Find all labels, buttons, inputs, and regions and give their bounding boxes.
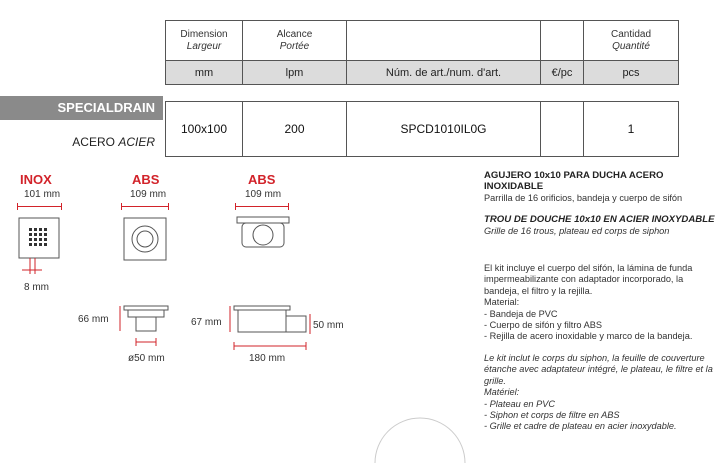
description bbox=[484, 170, 720, 433]
inox-grate-icon bbox=[19, 218, 59, 274]
cell-price bbox=[541, 102, 584, 157]
body-fr-item: - Plateau en PVC bbox=[484, 398, 555, 409]
label-abs-1: ABS bbox=[132, 172, 160, 187]
dim-inox-width: 101 mm bbox=[24, 189, 61, 200]
label-inox: INOX bbox=[20, 172, 52, 187]
unit-pcs: pcs bbox=[584, 61, 679, 85]
abs1-section-icon bbox=[120, 306, 168, 346]
dim-abs2-outlet: 50 mm bbox=[313, 320, 344, 331]
col-dimension bbox=[166, 21, 243, 61]
abs2-section-icon bbox=[230, 306, 310, 350]
header-table bbox=[165, 20, 679, 85]
col-dimension-label-fr: Largeur bbox=[186, 40, 222, 52]
dim-abs1-outlet: ø50 mm bbox=[128, 353, 165, 364]
cell-article: SPCD1010IL0G bbox=[347, 102, 541, 157]
material-fr: ACIER bbox=[118, 135, 155, 149]
body-fr-intro: Le kit inclut le corps du siphon, la feuille de couverture étanche avec adaptateur intégré, le plateau, le filtre et la grille. bbox=[484, 352, 713, 386]
dim-inox-bottom: 8 mm bbox=[24, 282, 49, 293]
body-es-item: - Cuerpo de sifón y filtro ABS bbox=[484, 320, 602, 331]
cell-alcance: 200 bbox=[243, 102, 347, 157]
col-cantidad-label: Cantidad bbox=[610, 28, 652, 40]
cell-dimension: 100x100 bbox=[166, 102, 243, 157]
body-es-intro: El kit incluye el cuerpo del sifón, la lámina de funda impermeabilizante con adaptador incorporado, la bandeja, el filtro y la rejilla. bbox=[484, 263, 693, 296]
title-fr: TROU DE DOUCHE 10x10 EN ACIER INOXYDABLE bbox=[484, 214, 715, 226]
body-es-item: - Rejilla de acero inoxidable y marco de la bandeja. bbox=[484, 331, 693, 342]
title-es: AGUJERO 10x10 PARA DUCHA ACERO INOXIDABLE bbox=[484, 170, 664, 193]
col-alcance-label: Alcance bbox=[276, 28, 313, 40]
material-label bbox=[0, 135, 155, 149]
body-es-item: - Bandeja de PVC bbox=[484, 308, 558, 319]
abs-trap-side-icon bbox=[237, 217, 289, 247]
dim-abs2-height: 67 mm bbox=[191, 317, 222, 328]
unit-price: €/pc bbox=[541, 61, 584, 85]
product-table bbox=[165, 101, 679, 157]
col-article bbox=[347, 21, 541, 61]
dim-abs2-width: 109 mm bbox=[245, 189, 282, 200]
decorative-arc bbox=[370, 411, 470, 463]
subtitle-es: Parrilla de 16 orificios, bandeja y cuerpo de sifón bbox=[484, 192, 683, 203]
abs-trap-top-icon bbox=[124, 218, 166, 260]
dim-abs2-length: 180 mm bbox=[249, 353, 286, 364]
body-fr-item: - Grille et cadre de plateau en acier inoxydable. bbox=[484, 421, 677, 432]
col-dimension-label: Dimension bbox=[180, 28, 228, 40]
col-alcance-label-fr: Portée bbox=[279, 40, 310, 52]
label-abs-2: ABS bbox=[248, 172, 276, 187]
col-alcance bbox=[243, 21, 347, 61]
unit-lpm: lpm bbox=[243, 61, 347, 85]
body-fr-material: Matériel: bbox=[484, 387, 520, 398]
col-cantidad-label-fr: Quantité bbox=[612, 40, 650, 52]
body-fr-item: - Siphon et corps de filtre en ABS bbox=[484, 409, 620, 420]
brand-title: SPECIALDRAIN bbox=[57, 100, 155, 115]
body-es-material: Material: bbox=[484, 297, 520, 308]
cell-qty: 1 bbox=[584, 102, 679, 157]
material-es: ACERO bbox=[72, 135, 115, 149]
dim-abs1-height: 66 mm bbox=[78, 314, 109, 325]
unit-article: Núm. de art./num. d'art. bbox=[347, 61, 541, 85]
drain-diagram bbox=[0, 200, 340, 370]
subtitle-fr: Grille de 16 trous, plateau ed corps de siphon bbox=[484, 225, 670, 236]
col-cantidad bbox=[584, 21, 679, 61]
col-price bbox=[541, 21, 584, 61]
dim-abs1-width: 109 mm bbox=[130, 189, 167, 200]
unit-mm: mm bbox=[166, 61, 243, 85]
